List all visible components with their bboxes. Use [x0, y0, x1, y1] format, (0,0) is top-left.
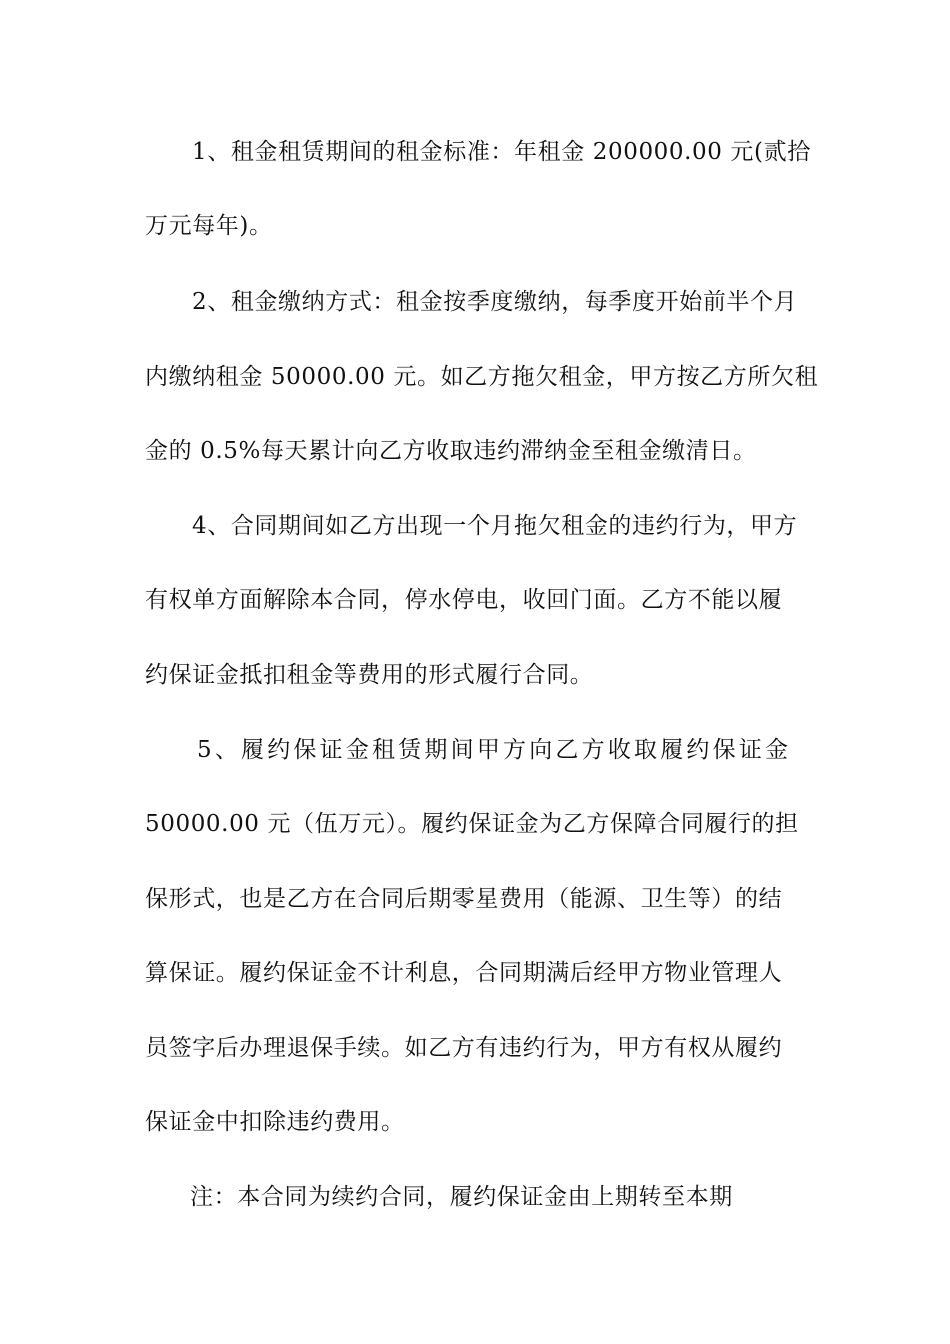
clause-4-line-2: 有权单方面解除本合同，停水停电，收回门面。乙方不能以履: [145, 587, 783, 613]
note-line: 注：本合同为续约合同，履约保证金由上期转至本期: [190, 1184, 733, 1210]
clause-2-line-3: 金的 0.5%每天累计向乙方收取违约滞纳金至租金缴清日。: [145, 438, 757, 464]
clause-2-line-1: 2、租金缴纳方式：租金按季度缴纳，每季度开始前半个月: [192, 289, 798, 315]
clause-4-line-1: 4、合同期间如乙方出现一个月拖欠租金的违约行为，甲方: [192, 513, 798, 539]
clause-5-line-3: 保形式，也是乙方在合同后期零星费用（能源、卫生等）的结: [145, 886, 783, 912]
clause-5-line-1: 5、履约保证金租赁期间甲方向乙方收取履约保证金: [197, 737, 792, 763]
clause-2-line-2: 内缴纳租金 50000.00 元。如乙方拖欠租金，甲方按乙方所欠租: [145, 364, 819, 390]
clause-1-line-2: 万元每年)。: [145, 213, 273, 239]
clause-4-line-3: 约保证金抵扣租金等费用的形式履行合同。: [145, 662, 594, 688]
clause-5-line-6: 保证金中扣除违约费用。: [145, 1109, 405, 1135]
clause-5-line-2: 50000.00 元（伍万元）。履约保证金为乙方保障合同履行的担: [145, 811, 799, 837]
clause-5-line-4: 算保证。履约保证金不计利息，合同期满后经甲方物业管理人: [145, 960, 783, 986]
clause-1-line-1: 1、租金租赁期间的租金标准：年租金 200000.00 元(贰拾: [192, 139, 811, 165]
clause-5-line-5: 员签字后办理退保手续。如乙方有违约行为，甲方有权从履约: [145, 1035, 783, 1061]
